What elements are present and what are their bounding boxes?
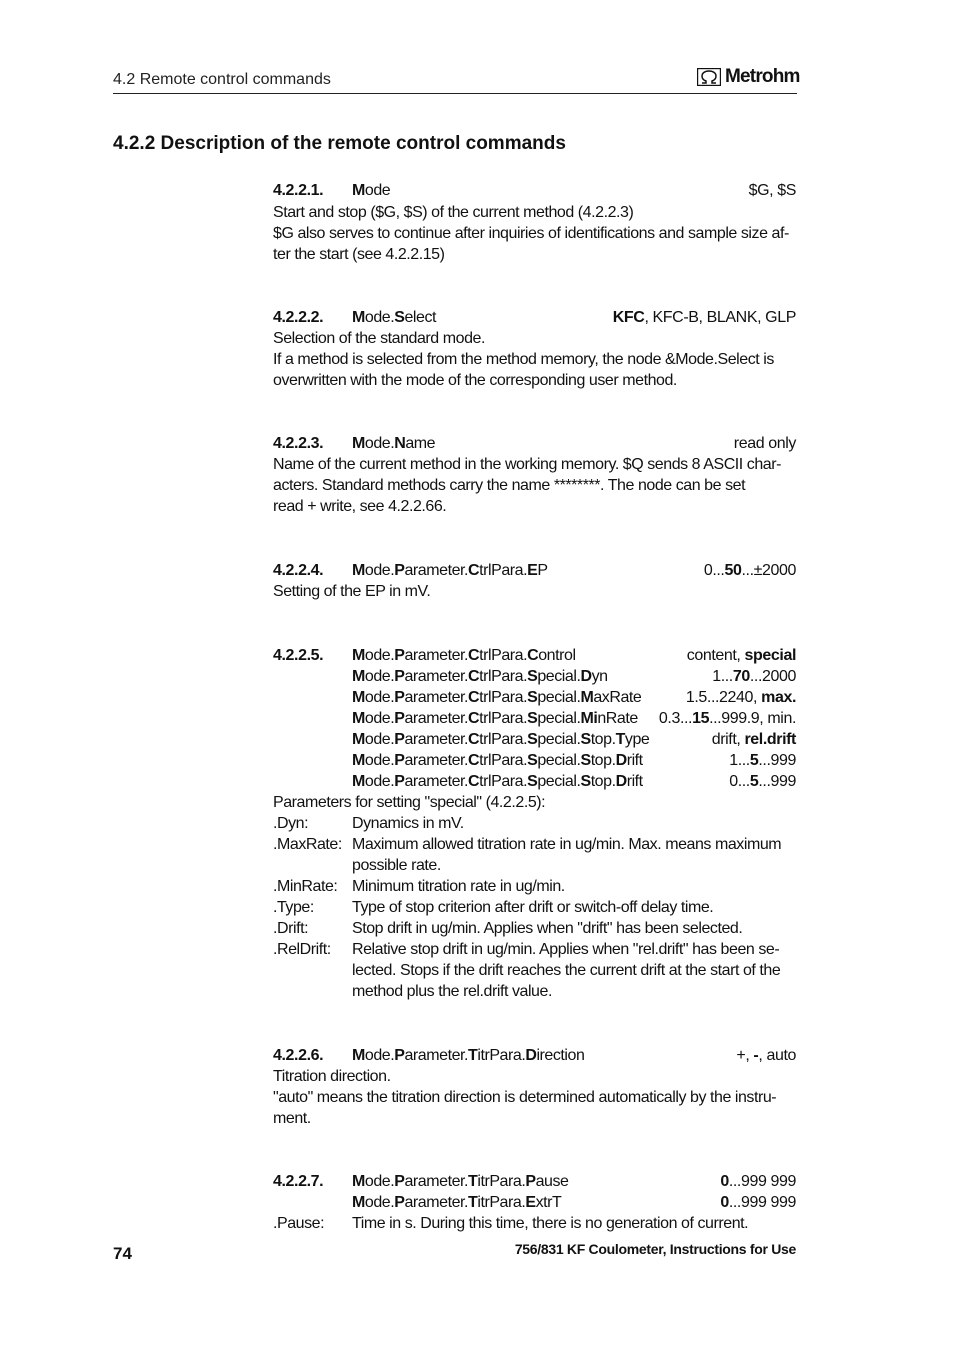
description-line: Name of the current method in the working memory. $Q sends 8 ASCII char- <box>273 456 781 473</box>
value-range: 1.5...2240, max. <box>685 689 796 706</box>
description-line: ment. <box>273 1110 311 1127</box>
value-range: 1...70...2000 <box>712 668 796 685</box>
command-name: Mode.Select <box>352 309 437 326</box>
entry-number: 4.2.2.5. <box>273 647 324 664</box>
param-label: .Drift: <box>273 920 309 937</box>
command-name: Mode.Parameter.TitrPara.Direction <box>352 1047 585 1064</box>
document-title: 756/831 KF Coulometer, Instructions for Use <box>514 1241 796 1257</box>
command-row <box>273 668 796 689</box>
value-range: 0...5...999 <box>729 773 796 790</box>
param-label: .RelDrift: <box>273 941 331 958</box>
param-description: Maximum allowed titration rate in ug/min. Max. means maximum <box>352 836 782 853</box>
param-description: Time in s. During this time, there is no generation of current. <box>352 1215 749 1232</box>
value-range: $G, $S <box>748 182 796 199</box>
entry-4-2-2-4-heading <box>273 562 796 583</box>
command-row <box>273 752 796 773</box>
value-range: 0...50...±2000 <box>703 562 796 579</box>
description-line: Setting of the EP in mV. <box>273 583 431 600</box>
param-label: .MaxRate: <box>273 836 342 853</box>
value-range: 0...999 999 <box>720 1194 796 1211</box>
params-intro: Parameters for setting "special" (4.2.2.5): <box>273 794 546 811</box>
command-row <box>273 710 796 731</box>
value-range: 0.3...15...999.9, min. <box>658 710 796 727</box>
entry-number: 4.2.2.7. <box>273 1173 324 1190</box>
command-name: Mode.Parameter.TitrPara.Pause <box>352 1173 569 1190</box>
omega-logo-icon <box>697 68 721 86</box>
param-description: Stop drift in ug/min. Applies when "drift" has been selected. <box>352 920 743 937</box>
description-line: Selection of the standard mode. <box>273 330 485 347</box>
description-line: acters. Standard methods carry the name ********. The node can be set <box>273 477 746 494</box>
command-name: Mode.Parameter.CtrlPara.Special.MaxRate <box>352 689 642 706</box>
command-name: Mode <box>352 182 391 199</box>
param-label: .Pause: <box>273 1215 325 1232</box>
command-name: Mode.Parameter.CtrlPara.EP <box>352 562 548 579</box>
running-header: 4.2 Remote control commands <box>113 71 331 88</box>
command-row <box>273 689 796 710</box>
param-label: .MinRate: <box>273 878 338 895</box>
command-name: Mode.Name <box>352 435 436 452</box>
param-description: Type of stop criterion after drift or switch-off delay time. <box>352 899 714 916</box>
command-name: Mode.Parameter.TitrPara.ExtrT <box>352 1194 562 1211</box>
header-rule <box>113 93 797 94</box>
command-name: Mode.Parameter.CtrlPara.Special.Stop.Drift <box>352 752 643 769</box>
value-range: read only <box>733 435 796 452</box>
command-name: Mode.Parameter.CtrlPara.Special.Stop.Drift <box>352 773 643 790</box>
value-range: KFC, KFC-B, BLANK, GLP <box>612 309 796 326</box>
param-description: Minimum titration rate in ug/min. <box>352 878 565 895</box>
command-row <box>273 773 796 794</box>
command-row <box>273 731 796 752</box>
param-description: method plus the rel.drift value. <box>352 983 552 1000</box>
command-name: Mode.Parameter.CtrlPara.Special.Dyn <box>352 668 608 685</box>
description-line: Titration direction. <box>273 1068 391 1085</box>
entry-4-2-2-7-heading <box>273 1173 796 1194</box>
entry-4-2-2-1-heading <box>273 182 796 203</box>
value-range: content, special <box>686 647 796 664</box>
description-line: overwritten with the mode of the corresponding user method. <box>273 372 677 389</box>
command-name: Mode.Parameter.CtrlPara.Special.Stop.Type <box>352 731 650 748</box>
description-line: ter the start (see 4.2.2.15) <box>273 246 445 263</box>
command-name: Mode.Parameter.CtrlPara.Special.MinRate <box>352 710 638 727</box>
param-label: .Type: <box>273 899 314 916</box>
entry-number: 4.2.2.6. <box>273 1047 324 1064</box>
param-description: Dynamics in mV. <box>352 815 464 832</box>
entry-4-2-2-2-heading <box>273 309 796 330</box>
command-row <box>273 1194 796 1215</box>
param-description: lected. Stops if the drift reaches the current drift at the start of the <box>352 962 781 979</box>
entry-number: 4.2.2.3. <box>273 435 324 452</box>
value-range: drift, rel.drift <box>711 731 796 748</box>
entry-4-2-2-5-heading <box>273 647 796 668</box>
command-name: Mode.Parameter.CtrlPara.Control <box>352 647 576 664</box>
param-label: .Dyn: <box>273 815 309 832</box>
description-line: read + write, see 4.2.2.66. <box>273 498 447 515</box>
description-line: "auto" means the titration direction is determined automatically by the instru- <box>273 1089 777 1106</box>
value-range: 1...5...999 <box>729 752 796 769</box>
entry-number: 4.2.2.1. <box>273 182 324 199</box>
entry-number: 4.2.2.4. <box>273 562 324 579</box>
description-line: Start and stop ($G, $S) of the current method (4.2.2.3) <box>273 204 634 221</box>
brand-logo <box>697 66 800 88</box>
entry-number: 4.2.2.2. <box>273 309 324 326</box>
entry-4-2-2-6-heading <box>273 1047 796 1068</box>
param-description: possible rate. <box>352 857 441 874</box>
entry-4-2-2-3-heading <box>273 435 796 456</box>
description-line: $G also serves to continue after inquiries of identifications and sample size af- <box>273 225 789 242</box>
param-description: Relative stop drift in ug/min. Applies when "rel.drift" has been se- <box>352 941 780 958</box>
description-line: If a method is selected from the method memory, the node &Mode.Select is <box>273 351 774 368</box>
value-range: 0...999 999 <box>720 1173 796 1190</box>
section-title: 4.2.2 Description of the remote control commands <box>113 133 566 154</box>
brand-name: Metrohm <box>725 66 800 87</box>
value-range: +, -, auto <box>736 1047 796 1064</box>
page-number: 74 <box>113 1244 132 1263</box>
